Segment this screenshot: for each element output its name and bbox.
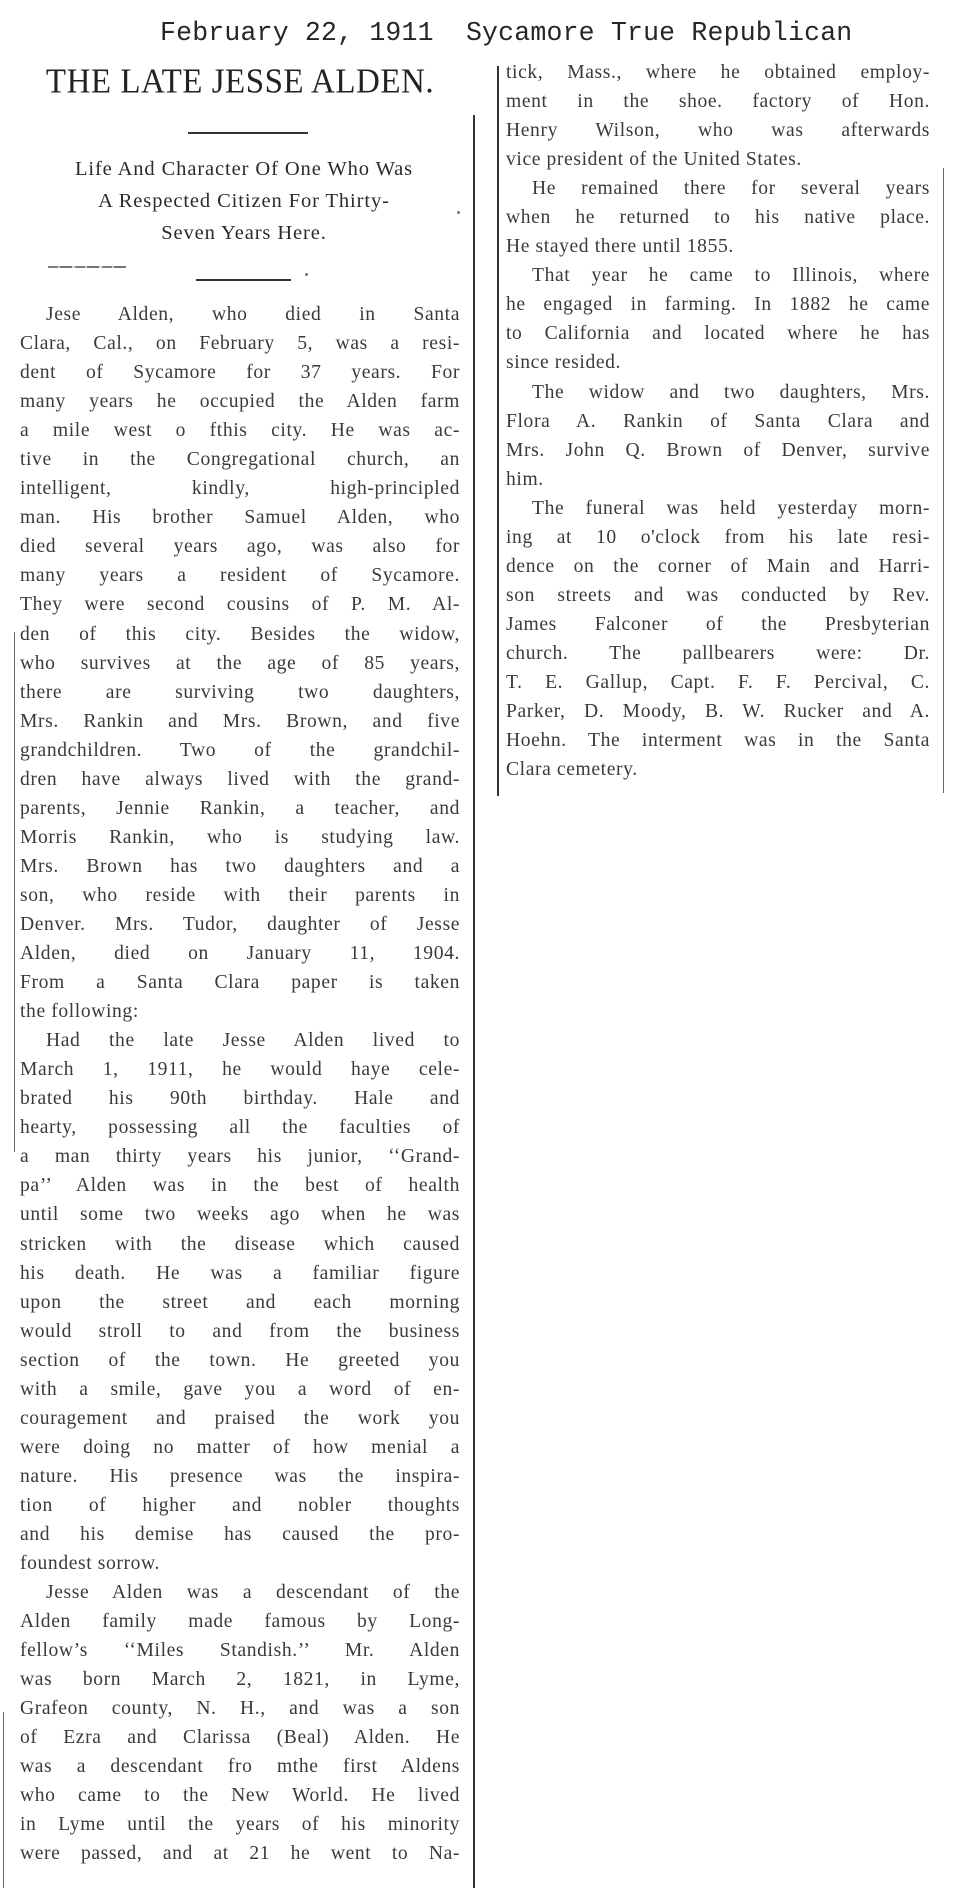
article-text-line: dent of Sycamore for 37 years. For <box>20 362 460 384</box>
article-text-line: many years a resident of Sycamore. <box>20 565 460 587</box>
article-text-line: parents, Jennie Rankin, a teacher, and <box>20 797 460 819</box>
article-text-line: Clara cemetery. <box>506 759 638 781</box>
article-text-line: who came to the New World. He lived <box>20 1785 460 1807</box>
article-text-line: Henry Wilson, who was afterwards <box>506 120 930 142</box>
subheadline-line: A Respected Citizen For Thirty- <box>98 190 390 212</box>
article-text-line: intelligent, kindly, high-principled <box>20 478 460 500</box>
article-text-line: son, who reside with their parents in <box>20 884 460 906</box>
article-text-line: T. E. Gallup, Capt. F. F. Percival, C. <box>506 671 930 693</box>
article-text-line: Denver. Mrs. Tudor, daughter of Jesse <box>20 913 460 935</box>
article-text-line: Mrs. John Q. Brown of Denver, survive <box>506 439 930 461</box>
article-text-line: many years he occupied the Alden farm <box>20 391 460 413</box>
article-text-line: James Falconer of the Presbyterian <box>506 613 930 635</box>
article-text-line: ment in the shoe. factory of Hon. <box>506 91 930 113</box>
article-text-line: Hoehn. The interment was in the Santa <box>506 730 930 752</box>
article-text-line: den of this city. Besides the widow, <box>20 623 460 645</box>
article-text-line: hearty, possessing all the faculties of <box>20 1117 460 1139</box>
article-text-line: pa’’ Alden was in the best of health <box>20 1175 460 1197</box>
article-text-line: couragement and praised the work you <box>20 1407 460 1429</box>
article-text-line: That year he came to Illinois, where <box>532 265 930 287</box>
article-text-line: man. His brother Samuel Alden, who <box>20 507 460 529</box>
subheadline-rule <box>196 279 291 281</box>
headline: THE LATE JESSE ALDEN. <box>45 63 435 101</box>
article-text-line: foundest sorrow. <box>20 1553 161 1575</box>
article-text-line: since resided. <box>506 352 622 374</box>
article-text-line: was born March 2, 1821, in Lyme, <box>20 1669 460 1691</box>
article-text-line: and his demise has caused the pro- <box>20 1523 460 1545</box>
article-text-line: Had the late Jesse Alden lived to <box>46 1030 460 1052</box>
article-text-line: Alden family made famous by Long- <box>20 1611 460 1633</box>
article-text-line: He remained there for several years <box>532 178 930 200</box>
subheadline <box>20 153 468 249</box>
article-text-line: in Lyme until the years of his minority <box>20 1814 460 1836</box>
article-text-line: tive in the Congregational church, an <box>20 449 460 471</box>
article-text-line: From a Santa Clara paper is taken <box>20 972 460 994</box>
headline-rule <box>188 132 308 134</box>
article-text-line: tick, Mass., where he obtained employ- <box>506 62 930 83</box>
article-text-line: upon the street and each morning <box>20 1291 460 1313</box>
article-text-line: Jese Alden, who died in Santa <box>46 304 460 325</box>
article-text-line: who survives at the age of 85 years, <box>20 652 460 674</box>
article-text-line: were passed, and at 21 he went to Na- <box>20 1843 460 1865</box>
left-edge-rule-bottom <box>3 1712 4 1888</box>
article-text-line: Parker, D. Moody, B. W. Rucker and A. <box>506 701 930 723</box>
article-text-line: dren have always lived with the grand- <box>20 768 460 790</box>
article-text-line: March 1, 1911, he would haye cele- <box>20 1059 460 1081</box>
article-text-line: dence on the corner of Main and Harri- <box>506 555 930 577</box>
article-text-line: tion of higher and nobler thoughts <box>20 1494 460 1516</box>
article-text-line: until some two weeks ago when he was <box>20 1204 460 1226</box>
article-text-line: Flora A. Rankin of Santa Clara and <box>506 410 930 432</box>
article-text-line: Alden, died on January 11, 1904. <box>20 943 460 965</box>
article-text-line: was a descendant fro mthe first Aldens <box>20 1756 460 1778</box>
article-text-line: brated his 90th birthday. Hale and <box>20 1088 460 1110</box>
article-text-line: there are surviving two daughters, <box>20 681 460 703</box>
article-text-line: to California and located where he has <box>506 323 930 345</box>
article-text-line: when he returned to his native place. <box>506 207 930 229</box>
article-text-line: The funeral was held yesterday morn- <box>532 497 930 519</box>
masthead: February 22, 1911 Sycamore True Republican <box>160 18 853 48</box>
article-text-line: Clara, Cal., on February 5, was a resi- <box>20 333 460 355</box>
speck <box>305 273 308 276</box>
article-text-line: stricken with the disease which caused <box>20 1233 460 1255</box>
right-edge-rule <box>943 168 944 793</box>
column-divider-right-inner <box>497 66 499 796</box>
article-text-line: vice president of the United States. <box>506 149 802 171</box>
article-text-line: died several years ago, was also for <box>20 536 460 558</box>
article-text-line: the following: <box>20 1001 139 1023</box>
article-text-line: were doing no matter of how menial a <box>20 1436 460 1458</box>
article-text-line: nature. His presence was the inspira- <box>20 1465 460 1487</box>
article-text-line: his death. He was a familiar figure <box>20 1262 460 1284</box>
article-text-line: church. The pallbearers were: Dr. <box>506 642 930 664</box>
article-text-line: Mrs. Rankin and Mrs. Brown, and five <box>20 710 460 732</box>
article-column-left <box>20 300 460 1869</box>
article-text-line: would stroll to and from the business <box>20 1320 460 1342</box>
article-text-line: Mrs. Brown has two daughters and a <box>20 855 460 877</box>
decorative-dash <box>48 266 126 268</box>
article-text-line: son streets and was conducted by Rev. <box>506 584 930 606</box>
article-text-line: of Ezra and Clarissa (Beal) Alden. He <box>20 1727 460 1749</box>
article-text-line: Grafeon county, N. H., and was a son <box>20 1698 460 1720</box>
speck <box>457 211 460 214</box>
left-edge-rule <box>14 632 15 1152</box>
article-text-line: with a smile, gave you a word of en- <box>20 1378 460 1400</box>
article-text-line: The widow and two daughters, Mrs. <box>532 381 930 403</box>
subheadline-line: Life And Character Of One Who Was <box>74 158 414 180</box>
article-text-line: a mile west o fthis city. He was ac- <box>20 420 460 442</box>
column-divider <box>473 115 475 1888</box>
article-text-line: They were second cousins of P. M. Al- <box>20 594 460 616</box>
article-text-line: Morris Rankin, who is studying law. <box>20 826 460 848</box>
article-column-right <box>506 58 930 784</box>
article-text-line: section of the town. He greeted you <box>20 1349 460 1371</box>
article-text-line: grandchildren. Two of the grandchil- <box>20 739 460 761</box>
article-text-line: a man thirty years his junior, ‘‘Grand- <box>20 1146 460 1168</box>
article-text-line: He stayed there until 1855. <box>506 236 734 258</box>
article-text-line: him. <box>506 468 544 490</box>
article-text-line: Jesse Alden was a descendant of the <box>46 1582 460 1604</box>
article-text-line: he engaged in farming. In 1882 he came <box>506 294 930 316</box>
article-text-line: ing at 10 o'clock from his late resi- <box>506 526 930 548</box>
article-text-line: fellow’s ‘‘Miles Standish.’’ Mr. Alden <box>20 1640 460 1662</box>
subheadline-line: Seven Years Here. <box>161 222 327 244</box>
